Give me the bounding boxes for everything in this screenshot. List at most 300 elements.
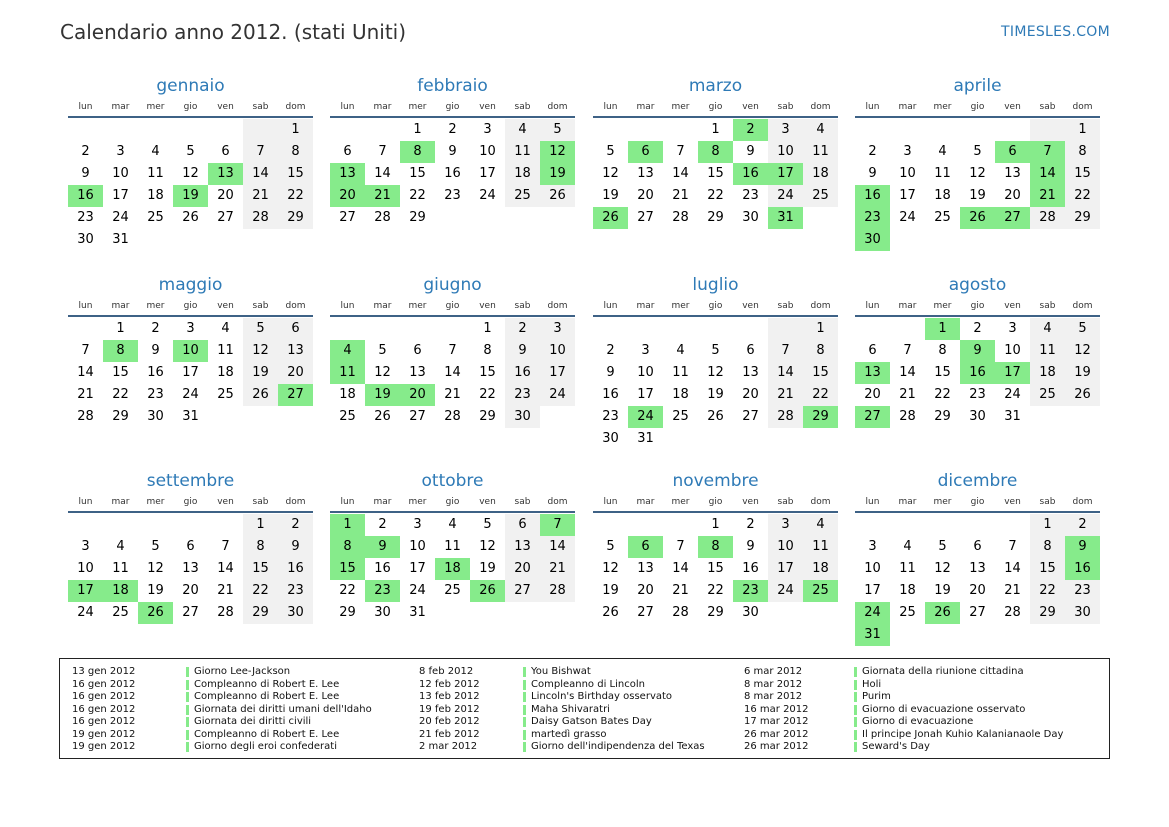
holiday-marker xyxy=(854,680,857,690)
day-cell: 15 xyxy=(803,362,838,384)
day-cell: 4 xyxy=(1030,318,1065,340)
day-cell: 20 xyxy=(637,188,654,203)
day-cell: 4 xyxy=(116,539,125,554)
weekday-header xyxy=(330,299,575,313)
day-cell: 28 xyxy=(672,210,689,225)
empty-cell xyxy=(505,602,540,624)
empty-cell xyxy=(103,119,138,141)
day-cell: 12 xyxy=(147,561,164,576)
day-cell: 1 xyxy=(413,122,422,137)
empty-cell xyxy=(593,514,628,536)
day-cell: 26 xyxy=(470,580,505,602)
weekday-label: gio xyxy=(708,102,723,112)
weekday-header xyxy=(593,495,838,509)
day-cell: 26 xyxy=(960,207,995,229)
day-cell: 9 xyxy=(278,536,313,558)
day-grid xyxy=(68,318,313,428)
month-name: febbraio xyxy=(417,76,488,96)
weekday-label: gio xyxy=(183,102,198,112)
weekday-label: sab xyxy=(777,301,794,311)
day-cell: 16 xyxy=(733,163,768,185)
day-cell: 29 xyxy=(934,409,951,424)
empty-cell xyxy=(208,406,243,428)
day-cell: 30 xyxy=(855,229,890,251)
day-cell: 17 xyxy=(768,558,803,580)
month-name: agosto xyxy=(948,275,1007,295)
day-cell: 1 xyxy=(711,122,720,137)
weekday-label: mer xyxy=(671,301,690,311)
day-cell: 11 xyxy=(934,166,951,181)
weekday-label: dom xyxy=(547,301,568,311)
legend-holiday-name: Giorno degli eroi confederati xyxy=(194,741,337,752)
weekday-label: mar xyxy=(636,301,655,311)
day-cell: 31 xyxy=(1004,409,1021,424)
day-grid xyxy=(593,318,838,450)
day-cell: 1 xyxy=(483,321,492,336)
weekday-label: gio xyxy=(970,301,985,311)
day-cell: 12 xyxy=(540,141,575,163)
weekday-label: gio xyxy=(183,301,198,311)
day-cell: 19 xyxy=(602,583,619,598)
day-cell: 13 xyxy=(278,340,313,362)
day-cell: 9 xyxy=(746,144,755,159)
weekday-label: ven xyxy=(479,497,496,507)
day-cell: 21 xyxy=(1030,185,1065,207)
day-cell: 23 xyxy=(602,409,619,424)
weekday-label: dom xyxy=(1072,301,1093,311)
day-cell: 23 xyxy=(365,580,400,602)
weekday-label: sab xyxy=(252,497,269,507)
legend-row xyxy=(72,691,432,704)
legend-row xyxy=(744,691,1104,704)
weekday-label: mer xyxy=(146,301,165,311)
legend-column xyxy=(419,666,779,754)
empty-cell xyxy=(768,428,803,450)
day-cell: 7 xyxy=(221,539,230,554)
day-cell: 29 xyxy=(1065,207,1100,229)
day-cell: 29 xyxy=(707,605,724,620)
day-cell: 29 xyxy=(278,207,313,229)
day-cell: 20 xyxy=(330,185,365,207)
empty-cell xyxy=(1065,624,1100,646)
day-cell: 25 xyxy=(505,185,540,207)
day-cell: 20 xyxy=(969,583,986,598)
empty-cell xyxy=(768,318,803,340)
empty-cell xyxy=(505,207,540,229)
day-cell: 11 xyxy=(899,561,916,576)
day-cell: 14 xyxy=(899,365,916,380)
day-cell: 7 xyxy=(903,343,912,358)
legend-holiday-name: Compleanno di Lincoln xyxy=(531,678,645,690)
day-cell: 1 xyxy=(711,517,720,532)
empty-cell xyxy=(960,514,995,536)
day-cell: 30 xyxy=(278,602,313,624)
day-cell: 30 xyxy=(1065,602,1100,624)
day-cell: 28 xyxy=(1030,207,1065,229)
day-cell: 27 xyxy=(182,605,199,620)
empty-cell xyxy=(593,119,628,141)
legend-date: 26 mar 2012 xyxy=(744,741,809,752)
weekday-label: ven xyxy=(217,102,234,112)
day-cell: 19 xyxy=(934,583,951,598)
day-cell: 6 xyxy=(995,141,1030,163)
day-cell: 2 xyxy=(1065,514,1100,536)
day-cell: 13 xyxy=(409,365,426,380)
day-cell: 9 xyxy=(81,166,90,181)
day-cell: 21 xyxy=(672,583,689,598)
holiday-marker xyxy=(186,705,189,715)
empty-cell xyxy=(698,318,733,340)
day-cell: 13 xyxy=(855,362,890,384)
day-cell: 20 xyxy=(182,583,199,598)
day-cell: 6 xyxy=(628,536,663,558)
weekday-label: sab xyxy=(1039,497,1056,507)
day-cell: 13 xyxy=(742,365,759,380)
legend-row xyxy=(72,716,432,729)
day-grid xyxy=(330,514,575,624)
weekday-label: dom xyxy=(285,301,306,311)
day-cell: 23 xyxy=(733,580,768,602)
legend-row xyxy=(419,691,779,704)
legend-row xyxy=(419,679,779,692)
weekday-label: gio xyxy=(708,301,723,311)
day-cell: 10 xyxy=(899,166,916,181)
month-name: marzo xyxy=(688,76,743,96)
day-cell: 14 xyxy=(444,365,461,380)
day-cell: 17 xyxy=(112,188,129,203)
legend-holiday-name: You Bishwat xyxy=(531,666,591,677)
legend-holiday-name: Compleanno di Robert E. Lee xyxy=(194,678,340,690)
day-cell: 6 xyxy=(186,539,195,554)
holiday-marker xyxy=(854,742,857,752)
empty-cell xyxy=(960,229,995,251)
weekday-label: dom xyxy=(285,497,306,507)
weekday-header xyxy=(855,299,1100,313)
empty-cell xyxy=(663,428,698,450)
day-cell: 31 xyxy=(112,232,129,247)
day-cell: 17 xyxy=(899,188,916,203)
empty-cell xyxy=(925,624,960,646)
empty-cell xyxy=(540,207,575,229)
day-cell: 3 xyxy=(641,343,650,358)
day-cell: 22 xyxy=(934,387,951,402)
day-cell: 9 xyxy=(868,166,877,181)
day-cell: 9 xyxy=(960,340,995,362)
day-cell: 31 xyxy=(637,431,654,446)
holiday-marker xyxy=(523,742,526,752)
legend-date: 16 gen 2012 xyxy=(72,703,136,715)
weekday-label: lun xyxy=(340,102,355,112)
month-name: luglio xyxy=(692,275,739,295)
legend-row xyxy=(72,679,432,692)
empty-cell xyxy=(890,514,925,536)
day-cell: 19 xyxy=(365,384,400,406)
weekday-header xyxy=(68,299,313,313)
day-cell: 28 xyxy=(1004,605,1021,620)
day-cell: 17 xyxy=(768,163,803,185)
weekday-label: gio xyxy=(970,497,985,507)
day-cell: 18 xyxy=(103,580,138,602)
legend-column xyxy=(72,666,432,754)
day-cell: 12 xyxy=(374,365,391,380)
day-cell: 20 xyxy=(637,583,654,598)
day-cell: 4 xyxy=(151,144,160,159)
day-cell: 19 xyxy=(602,188,619,203)
day-cell: 30 xyxy=(374,605,391,620)
site-link[interactable]: TIMESLES.COM xyxy=(1001,24,1110,40)
day-cell: 4 xyxy=(903,539,912,554)
empty-cell xyxy=(1065,406,1100,428)
day-cell: 11 xyxy=(330,362,365,384)
weekday-label: sab xyxy=(514,102,531,112)
day-cell: 17 xyxy=(68,580,103,602)
legend-row xyxy=(744,679,1104,692)
day-cell: 12 xyxy=(243,340,278,362)
day-cell: 26 xyxy=(593,207,628,229)
weekday-label: gio xyxy=(445,301,460,311)
weekday-label: lun xyxy=(340,497,355,507)
empty-cell xyxy=(243,119,278,141)
day-cell: 20 xyxy=(505,558,540,580)
day-cell: 17 xyxy=(182,365,199,380)
day-cell: 14 xyxy=(243,163,278,185)
day-cell: 5 xyxy=(606,144,615,159)
legend-date: 16 gen 2012 xyxy=(72,691,136,702)
month-agosto xyxy=(855,275,1100,428)
day-cell: 28 xyxy=(77,409,94,424)
weekday-label: lun xyxy=(78,497,93,507)
day-cell: 20 xyxy=(1004,188,1021,203)
day-cell: 3 xyxy=(186,321,195,336)
legend-row xyxy=(744,704,1104,717)
day-cell: 18 xyxy=(505,163,540,185)
legend-holiday-name: martedì grasso xyxy=(531,728,607,740)
legend-date: 8 mar 2012 xyxy=(744,691,803,702)
day-cell: 12 xyxy=(969,166,986,181)
header-rule xyxy=(330,511,575,513)
day-cell: 10 xyxy=(1004,343,1021,358)
empty-cell xyxy=(103,514,138,536)
legend-date: 26 mar 2012 xyxy=(744,728,809,740)
day-cell: 12 xyxy=(1065,340,1100,362)
day-cell: 19 xyxy=(479,561,496,576)
day-cell: 25 xyxy=(217,387,234,402)
day-cell: 16 xyxy=(742,561,759,576)
day-cell: 16 xyxy=(1065,558,1100,580)
holiday-marker xyxy=(854,667,857,677)
day-cell: 22 xyxy=(1065,185,1100,207)
day-cell: 14 xyxy=(217,561,234,576)
empty-cell xyxy=(855,514,890,536)
legend-holiday-name: Il principe Jonah Kuhio Kalanianaole Day xyxy=(862,728,1064,740)
day-cell: 2 xyxy=(378,517,387,532)
weekday-label: ven xyxy=(479,301,496,311)
day-cell: 6 xyxy=(973,539,982,554)
day-cell: 19 xyxy=(969,188,986,203)
weekday-header xyxy=(593,299,838,313)
day-cell: 28 xyxy=(540,580,575,602)
day-cell: 4 xyxy=(938,144,947,159)
month-name: novembre xyxy=(672,471,759,491)
day-cell: 17 xyxy=(479,166,496,181)
header-rule xyxy=(68,511,313,513)
day-cell: 15 xyxy=(243,558,278,580)
day-cell: 13 xyxy=(637,166,654,181)
day-cell: 28 xyxy=(444,409,461,424)
day-cell: 27 xyxy=(339,210,356,225)
day-cell: 5 xyxy=(243,318,278,340)
weekday-label: lun xyxy=(78,301,93,311)
holiday-marker xyxy=(854,730,857,740)
legend-column xyxy=(744,666,1104,754)
day-cell: 11 xyxy=(444,539,461,554)
day-cell: 26 xyxy=(602,605,619,620)
empty-cell xyxy=(68,514,103,536)
weekday-label: mer xyxy=(408,497,427,507)
weekday-header xyxy=(855,495,1100,509)
weekday-label: lun xyxy=(603,301,618,311)
day-cell: 20 xyxy=(742,387,759,402)
month-name: ottobre xyxy=(421,471,484,491)
header-rule xyxy=(68,116,313,118)
weekday-label: lun xyxy=(340,301,355,311)
month-settembre xyxy=(68,471,313,624)
day-cell: 1 xyxy=(278,119,313,141)
weekday-label: mer xyxy=(933,497,952,507)
day-cell: 8 xyxy=(400,141,435,163)
day-cell: 4 xyxy=(330,340,365,362)
weekday-header xyxy=(330,100,575,114)
weekday-label: gio xyxy=(708,497,723,507)
day-grid xyxy=(68,119,313,251)
header-rule xyxy=(855,315,1100,317)
header-rule xyxy=(330,116,575,118)
day-cell: 24 xyxy=(1004,387,1021,402)
day-cell: 5 xyxy=(540,119,575,141)
legend-date: 12 feb 2012 xyxy=(419,678,480,690)
day-cell: 26 xyxy=(1065,384,1100,406)
day-cell: 5 xyxy=(151,539,160,554)
legend-holiday-name: Giornata della riunione cittadina xyxy=(862,666,1024,677)
holiday-marker xyxy=(186,680,189,690)
legend-row xyxy=(744,716,1104,729)
legend-date: 19 feb 2012 xyxy=(419,703,480,715)
day-cell: 24 xyxy=(77,605,94,620)
day-cell: 28 xyxy=(217,605,234,620)
day-cell: 25 xyxy=(803,580,838,602)
day-cell: 29 xyxy=(409,210,426,225)
day-cell: 6 xyxy=(628,141,663,163)
legend-row xyxy=(419,704,779,717)
weekday-header xyxy=(330,495,575,509)
empty-cell xyxy=(1030,406,1065,428)
holiday-marker xyxy=(186,730,189,740)
legend-date: 6 mar 2012 xyxy=(744,666,803,677)
day-cell: 24 xyxy=(768,580,803,602)
empty-cell xyxy=(628,119,663,141)
day-cell: 24 xyxy=(409,583,426,598)
day-cell: 31 xyxy=(409,605,426,620)
day-cell: 11 xyxy=(217,343,234,358)
weekday-label: dom xyxy=(810,301,831,311)
header-rule xyxy=(855,511,1100,513)
empty-cell xyxy=(803,428,838,450)
legend-date: 2 mar 2012 xyxy=(419,741,478,752)
weekday-label: mar xyxy=(373,497,392,507)
day-cell: 12 xyxy=(182,166,199,181)
empty-cell xyxy=(925,119,960,141)
day-cell: 8 xyxy=(278,141,313,163)
day-cell: 1 xyxy=(803,318,838,340)
legend-date: 8 mar 2012 xyxy=(744,678,803,690)
page-title: Calendario anno 2012. (stati Uniti) xyxy=(60,20,407,44)
day-cell: 20 xyxy=(217,188,234,203)
day-cell: 11 xyxy=(147,166,164,181)
weekday-label: ven xyxy=(217,301,234,311)
weekday-label: dom xyxy=(1072,497,1093,507)
day-cell: 17 xyxy=(637,387,654,402)
day-cell: 1 xyxy=(1030,514,1065,536)
day-cell: 21 xyxy=(365,185,400,207)
empty-cell xyxy=(663,514,698,536)
month-febbraio xyxy=(330,76,575,229)
weekday-header xyxy=(68,100,313,114)
day-grid xyxy=(330,119,575,229)
legend-row xyxy=(744,666,1104,679)
empty-cell xyxy=(733,318,768,340)
weekday-label: sab xyxy=(1039,102,1056,112)
weekday-label: ven xyxy=(1004,497,1021,507)
day-cell: 7 xyxy=(378,144,387,159)
day-cell: 21 xyxy=(243,185,278,207)
weekday-label: lun xyxy=(865,497,880,507)
day-cell: 7 xyxy=(1030,141,1065,163)
day-cell: 24 xyxy=(182,387,199,402)
day-cell: 5 xyxy=(483,517,492,532)
holiday-marker xyxy=(186,717,189,727)
empty-cell xyxy=(435,207,470,229)
day-cell: 9 xyxy=(505,340,540,362)
holiday-marker xyxy=(854,717,857,727)
day-cell: 24 xyxy=(112,210,129,225)
weekday-label: ven xyxy=(217,497,234,507)
day-cell: 24 xyxy=(479,188,496,203)
empty-cell xyxy=(435,318,470,340)
weekday-header xyxy=(855,100,1100,114)
day-cell: 22 xyxy=(707,583,724,598)
day-cell: 2 xyxy=(868,144,877,159)
empty-cell xyxy=(173,514,208,536)
day-cell: 23 xyxy=(1065,580,1100,602)
day-cell: 2 xyxy=(733,119,768,141)
day-cell: 27 xyxy=(969,605,986,620)
day-cell: 7 xyxy=(1008,539,1017,554)
day-cell: 29 xyxy=(803,406,838,428)
month-name: dicembre xyxy=(937,471,1018,491)
day-cell: 30 xyxy=(742,210,759,225)
day-cell: 18 xyxy=(217,365,234,380)
day-cell: 25 xyxy=(339,409,356,424)
day-cell: 2 xyxy=(505,318,540,340)
day-cell: 18 xyxy=(147,188,164,203)
day-cell: 9 xyxy=(606,365,615,380)
day-cell: 14 xyxy=(768,362,803,384)
day-cell: 23 xyxy=(77,210,94,225)
empty-cell xyxy=(540,406,575,428)
day-cell: 22 xyxy=(243,580,278,602)
day-cell: 8 xyxy=(698,141,733,163)
weekday-label: dom xyxy=(810,102,831,112)
